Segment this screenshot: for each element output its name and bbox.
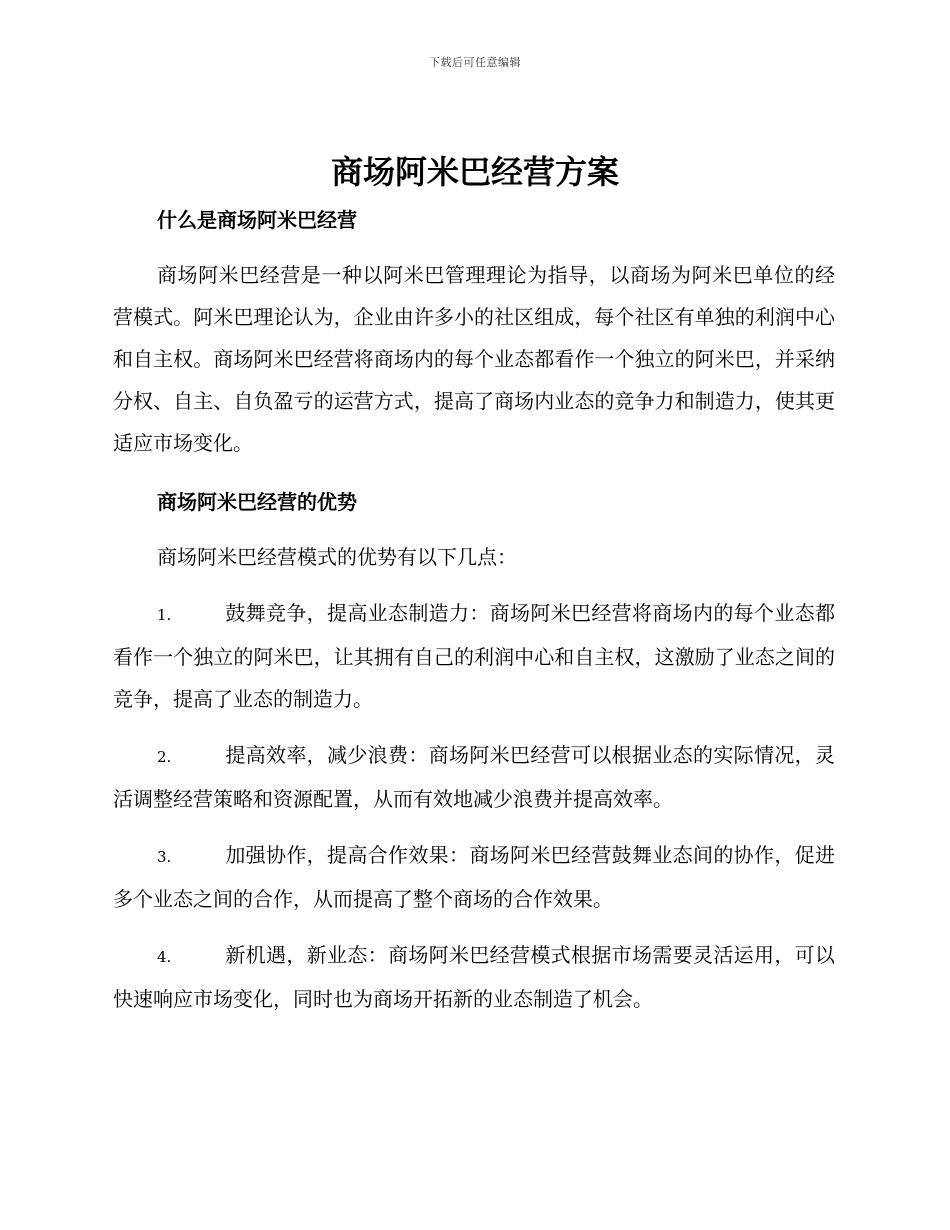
list-item: [113, 834, 835, 920]
list-item: [113, 934, 835, 1020]
list-item-text: 加强协作，提高合作效果：商场阿米巴经营鼓舞业态间的协作，促进多个业态之间的合作，从而提高了整个商场的合作效果。: [113, 843, 835, 911]
list-item-number: 1.: [157, 606, 172, 624]
header-note: 下载后可任意编辑: [429, 56, 521, 69]
list-item-text: 提高效率，减少浪费：商场阿米巴经营可以根据业态的实际情况，灵活调整经营策略和资源配置，从而有效地减少浪费并提高效率。: [113, 743, 835, 811]
list-item-number: 3.: [157, 848, 172, 866]
advantages-intro: 商场阿米巴经营模式的优势有以下几点：: [157, 545, 517, 569]
document-body: [113, 200, 835, 1020]
list-item-text: 新机遇，新业态：商场阿米巴经营模式根据市场需要灵活运用，可以快速响应市场变化，同时也为商场开拓新的业态制造了机会。: [113, 943, 835, 1011]
document-title: 商场阿米巴经营方案: [330, 153, 619, 191]
list-item-number: 4.: [157, 948, 172, 966]
section-heading-advantages: 商场阿米巴经营的优势: [157, 490, 357, 514]
list-item-text: 鼓舞竞争，提高业态制造力：商场阿米巴经营将商场内的每个业态都看作一个独立的阿米巴，让其拥有自己的利润中心和自主权，这激励了业态之间的竞争，提高了业态的制造力。: [113, 601, 835, 711]
list-item: [113, 592, 835, 720]
list-item: [113, 734, 835, 820]
list-item-number: 2.: [157, 748, 172, 766]
section-heading-what-is: 什么是商场阿米巴经营: [157, 208, 357, 232]
definition-paragraph: 商场阿米巴经营是一种以阿米巴管理理论为指导，以商场为阿米巴单位的经营模式。阿米巴理论认为，企业由许多小的社区组成，每个社区有单独的利润中心和自主权。商场阿米巴经营将商场内的每个业态都看作一个独立的阿米巴，并采纳分权、自主、自负盈亏的运营方式，提高了商场内业态的竞争力和制造力，使其更适应市场变化。: [113, 263, 835, 455]
